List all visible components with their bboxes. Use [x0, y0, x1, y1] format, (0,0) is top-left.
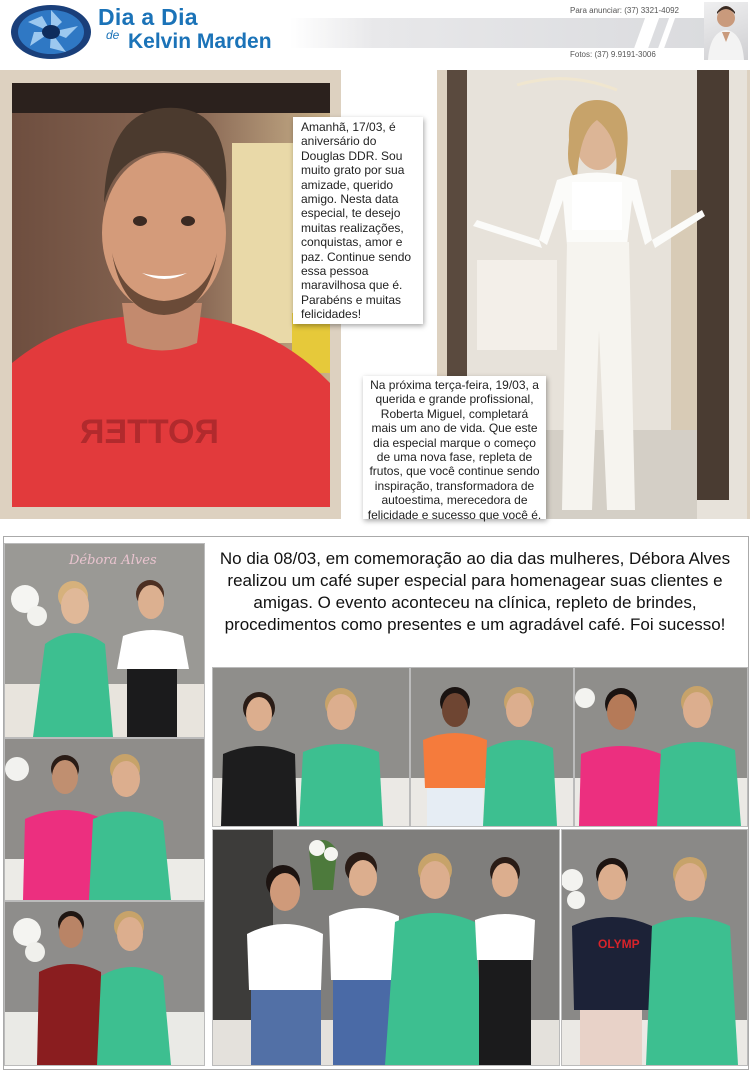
- event-photo: [561, 829, 748, 1066]
- event-photo: [4, 901, 205, 1066]
- shirt-print: ЯƎTTOЯ: [80, 413, 219, 451]
- event-photo: [4, 543, 205, 738]
- douglas-photo: [12, 83, 330, 507]
- wall-sign: Débora Alves: [69, 553, 157, 568]
- column-author: Kelvin Marden: [128, 30, 272, 53]
- page-header: [0, 0, 750, 64]
- camera-lens-logo-icon: [10, 4, 92, 60]
- roberta-caption: Na próxima terça-feira, 19/03, a querida e grande profissional, Roberta Miguel, completará mais um ano de vida. Que este dia especial marque o começo de uma nova fase, repleta de frutos, que você continue sendo inspiração, transformadora de autoestima, merecedora de felicidade e sucesso que você é.: [363, 376, 546, 519]
- advertise-phone: Para anunciar: (37) 3321-4092: [570, 6, 679, 15]
- author-photo: [704, 2, 748, 60]
- shirt-brand: OLYMP: [598, 937, 640, 951]
- event-photo: [4, 738, 205, 901]
- event-description: No dia 08/03, em comemoração ao dia das mulheres, Débora Alves realizou um café super especial para homenagear suas clientes e amigas. O evento aconteceu na clínica, repleto de brindes, procedimentos como presentes e um agradável café. Foi sucesso!: [219, 549, 731, 634]
- photos-phone: Fotos: (37) 9.9191-3006: [570, 50, 656, 59]
- column-title-de: de: [106, 28, 120, 42]
- event-photo: [212, 667, 410, 827]
- event-photo: [410, 667, 574, 827]
- event-photo: [574, 667, 748, 827]
- column-title: Dia a Dia: [98, 4, 198, 30]
- birthday-caption: Amanhã, 17/03, é aniversário do Douglas DDR. Sou muito grato por sua amizade, querido amigo. Nesta data especial, te desejo muitas realizações, conquistas, amor e paz. Continue sendo essa pessoa maravilhosa que é. Parabéns e muitas felicidades!: [293, 117, 423, 324]
- event-photo: [212, 829, 560, 1066]
